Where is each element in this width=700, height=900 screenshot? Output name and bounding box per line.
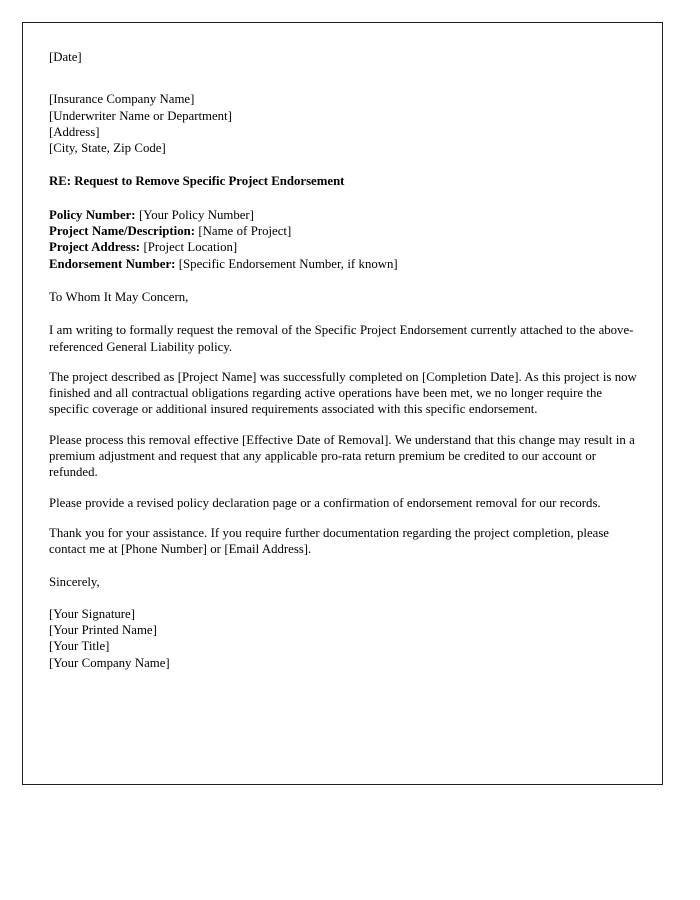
detail-label: Policy Number: bbox=[49, 207, 136, 222]
letter-page bbox=[22, 22, 663, 785]
detail-row bbox=[49, 256, 638, 272]
salutation: To Whom It May Concern, bbox=[49, 289, 189, 304]
detail-value: [Project Location] bbox=[143, 240, 238, 255]
spacer-after-subject bbox=[49, 190, 638, 207]
recipient-line: [Insurance Company Name] bbox=[49, 92, 195, 107]
letter-content bbox=[49, 49, 638, 671]
signature-line: [Your Company Name] bbox=[49, 655, 170, 670]
recipient-address-block bbox=[49, 91, 638, 156]
recipient-line: [Underwriter Name or Department] bbox=[49, 108, 232, 123]
detail-row bbox=[49, 207, 638, 223]
signature-line: [Your Printed Name] bbox=[49, 623, 157, 638]
recipient-line: [City, State, Zip Code] bbox=[49, 141, 166, 156]
detail-label: Endorsement Number: bbox=[49, 256, 176, 271]
signature-line: [Your Signature] bbox=[49, 606, 135, 621]
body-paragraph: Please provide a revised policy declaration page or a confirmation of endorsement removal for our records. bbox=[49, 495, 601, 510]
date-line: [Date] bbox=[49, 50, 82, 64]
spacer-before-closing bbox=[49, 558, 638, 574]
body-paragraph: The project described as [Project Name] was successfully completed on [Completion Date]. As this project is now finished and all contractual obligations regarding active operations have been met, we no longer require the specific coverage or additional insured requirements associated with this specific endorsement. bbox=[49, 369, 637, 417]
detail-label: Project Name/Description: bbox=[49, 224, 196, 239]
spacer-before-signature bbox=[49, 590, 638, 606]
recipient-line: [Address] bbox=[49, 124, 100, 139]
signature-block bbox=[49, 606, 638, 671]
body-paragraph: Please process this removal effective [Effective Date of Removal]. We understand that this change may result in a premium adjustment and request that any applicable pro-rata return premium be credited to our account or refunded. bbox=[49, 432, 635, 480]
body-paragraph: I am writing to formally request the removal of the Specific Project Endorsement currently attached to the above-referenced General Liability policy. bbox=[49, 323, 634, 354]
detail-value: [Specific Endorsement Number, if known] bbox=[178, 256, 398, 271]
detail-value: [Name of Project] bbox=[198, 224, 292, 239]
spacer-after-date bbox=[49, 65, 638, 91]
policy-details-block bbox=[49, 207, 638, 272]
spacer-between-paragraphs bbox=[49, 481, 638, 495]
spacer-between-paragraphs bbox=[49, 511, 638, 525]
detail-label: Project Address: bbox=[49, 240, 141, 255]
detail-row bbox=[49, 239, 638, 255]
closing-line: Sincerely, bbox=[49, 574, 100, 589]
spacer-after-address bbox=[49, 156, 638, 173]
detail-row bbox=[49, 223, 638, 239]
spacer-between-paragraphs bbox=[49, 355, 638, 369]
signature-line: [Your Title] bbox=[49, 639, 110, 654]
body-paragraph: Thank you for your assistance. If you require further documentation regarding the project completion, please contact me at [Phone Number] or [Email Address]. bbox=[49, 525, 609, 557]
detail-value: [Your Policy Number] bbox=[138, 207, 254, 222]
spacer-after-details bbox=[49, 272, 638, 289]
subject-line: RE: Request to Remove Specific Project Endorsement bbox=[49, 174, 345, 189]
spacer-between-paragraphs bbox=[49, 418, 638, 432]
spacer-after-salutation bbox=[49, 305, 638, 322]
